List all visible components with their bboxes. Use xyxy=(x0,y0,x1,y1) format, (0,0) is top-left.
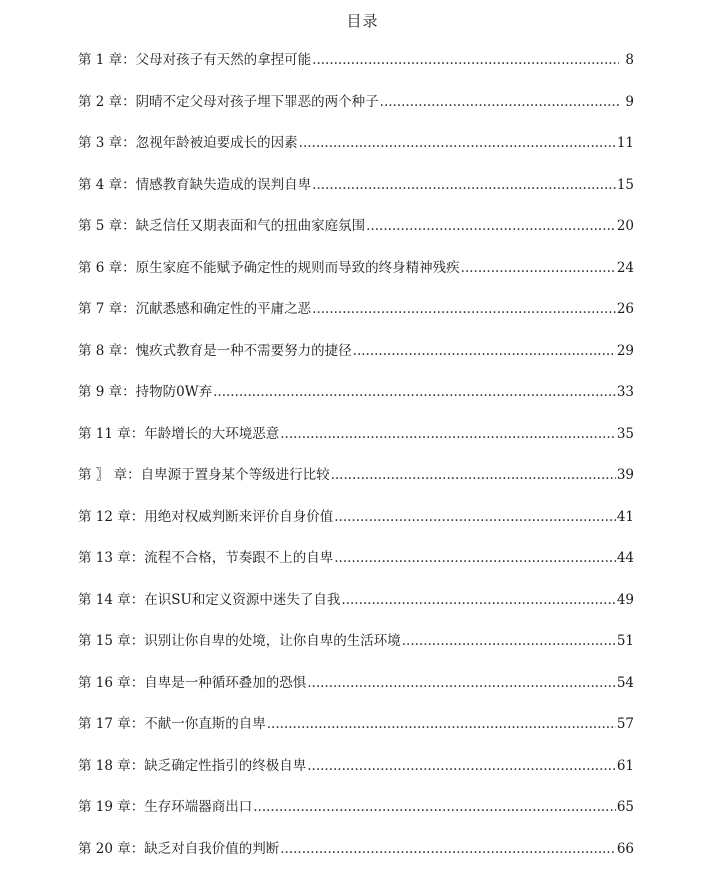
page-number: 49 xyxy=(616,591,634,608)
chapter-number: 第 15 章： xyxy=(78,633,145,649)
chapter-title: 原生家庭不能赋予确定性的规则而导致的终身精神残疾 xyxy=(135,259,460,276)
chapter-number: 第 12 章： xyxy=(78,508,145,525)
toc-entry xyxy=(78,339,634,381)
page-number: 66 xyxy=(616,840,634,857)
toc-entry xyxy=(78,214,634,256)
chapter-title: 流程不合格，节奏跟不上的自卑 xyxy=(144,550,334,566)
toc-entry xyxy=(78,754,634,796)
chapter-title: 年龄增长的大环境恶意 xyxy=(144,425,280,442)
toc-entry xyxy=(78,671,634,713)
chapter-title: 缺乏对自我价值的判断 xyxy=(144,840,280,857)
chapter-title: 阴晴不定父母对孩子埋下罪恶的两个种子 xyxy=(135,93,379,110)
page-number: 26 xyxy=(616,301,634,317)
chapter-title: 识别让你自卑的处境，让你自卑的生活环境 xyxy=(144,633,401,649)
toc-entry xyxy=(78,629,634,671)
chapter-title: 持物防0W弃 xyxy=(135,384,213,400)
dot-leader xyxy=(312,177,616,193)
chapter-number: 第 14 章： xyxy=(78,591,145,608)
toc-entry xyxy=(78,380,634,422)
dot-leader xyxy=(312,301,616,317)
toc-entry xyxy=(78,48,634,90)
chapter-number: 第 2 章： xyxy=(78,93,136,110)
page-number: 33 xyxy=(616,384,634,400)
dot-leader xyxy=(312,52,619,68)
dot-leader xyxy=(307,675,616,691)
page-number: 15 xyxy=(616,176,634,193)
dot-leader xyxy=(267,716,616,732)
page-number: 9 xyxy=(625,93,634,110)
dot-leader xyxy=(334,509,616,525)
dot-leader xyxy=(331,467,616,483)
chapter-title: 不献一你直斯的自卑 xyxy=(144,716,266,732)
page-number: 57 xyxy=(616,716,634,732)
chapter-number: 第 4 章： xyxy=(78,176,136,193)
chapter-number: 第 9 章： xyxy=(78,384,136,400)
toc-entry xyxy=(78,546,634,588)
chapter-number: 第 〗 章： xyxy=(78,467,141,483)
chapter-title: 缺乏确定性指引的终极自卑 xyxy=(144,757,307,774)
chapter-title: 沉献悉感和确定性的平庸之恶 xyxy=(135,301,312,317)
chapter-number: 第 11 章： xyxy=(78,425,145,442)
page-number: 65 xyxy=(616,799,634,815)
page-number: 8 xyxy=(625,52,634,68)
dot-leader xyxy=(353,343,616,359)
page-number: 24 xyxy=(616,259,634,276)
dot-leader xyxy=(402,633,616,649)
toc-entry xyxy=(78,131,634,173)
chapter-title: 自卑源于置身某个等级进行比较 xyxy=(140,467,330,483)
dot-leader xyxy=(461,260,616,276)
page-number: 39 xyxy=(616,467,634,483)
toc-entry xyxy=(78,837,634,879)
dot-leader xyxy=(307,758,616,774)
chapter-number: 第 6 章： xyxy=(78,259,136,276)
toc-title: 目录 xyxy=(346,12,379,30)
toc-entry xyxy=(78,463,634,505)
toc-entry xyxy=(78,297,634,339)
chapter-number: 第 20 章： xyxy=(78,840,145,857)
page-number: 54 xyxy=(616,674,634,691)
chapter-title: 在识SU和定义资源中迷失了自我 xyxy=(144,591,341,608)
chapter-number: 第 16 章： xyxy=(78,674,145,691)
page-number: 61 xyxy=(616,757,634,774)
dot-leader xyxy=(334,550,616,566)
chapter-number: 第 8 章： xyxy=(78,342,136,359)
chapter-number: 第 13 章： xyxy=(78,550,145,566)
chapter-number: 第 1 章： xyxy=(78,52,136,68)
page-number: 29 xyxy=(616,342,634,359)
dot-leader xyxy=(253,799,616,815)
page-number: 35 xyxy=(616,425,634,442)
table-of-contents xyxy=(78,48,634,878)
page-number: 20 xyxy=(616,218,634,234)
dot-leader xyxy=(280,841,616,857)
chapter-title: 用绝对权威判断来评价自身价值 xyxy=(144,508,334,525)
toc-entry xyxy=(78,256,634,298)
page-number: 41 xyxy=(616,508,634,525)
dot-leader xyxy=(213,384,616,400)
chapter-title: 情感教育缺失造成的误判自卑 xyxy=(135,176,312,193)
toc-entry xyxy=(78,90,634,132)
chapter-title: 愧疚式教育是一种不需要努力的捷径 xyxy=(135,342,352,359)
toc-entry xyxy=(78,505,634,547)
chapter-number: 第 5 章： xyxy=(78,218,136,234)
chapter-title: 父母对孩子有天然的拿捏可能 xyxy=(135,52,312,68)
chapter-title: 缺乏信任又期表面和气的扭曲家庭氛围 xyxy=(135,218,366,234)
dot-leader xyxy=(299,135,616,151)
toc-entry xyxy=(78,588,634,630)
toc-entry xyxy=(78,422,634,464)
page-number: 51 xyxy=(616,633,634,649)
page-number: 11 xyxy=(616,135,634,151)
dot-leader xyxy=(366,218,616,234)
dot-leader xyxy=(341,592,615,608)
chapter-number: 第 7 章： xyxy=(78,301,136,317)
dot-leader xyxy=(380,94,619,110)
chapter-number: 第 3 章： xyxy=(78,135,136,151)
chapter-number: 第 17 章： xyxy=(78,716,145,732)
toc-entry xyxy=(78,173,634,215)
toc-entry xyxy=(78,795,634,837)
chapter-number: 第 18 章： xyxy=(78,757,145,774)
chapter-title: 生存环端器商出口 xyxy=(144,799,253,815)
page-number: 44 xyxy=(616,550,634,566)
chapter-title: 忽视年龄被迫要成长的因素 xyxy=(135,135,298,151)
dot-leader xyxy=(280,426,616,442)
chapter-title: 自卑是一种循环叠加的恐惧 xyxy=(144,674,307,691)
chapter-number: 第 19 章： xyxy=(78,799,145,815)
toc-entry xyxy=(78,712,634,754)
